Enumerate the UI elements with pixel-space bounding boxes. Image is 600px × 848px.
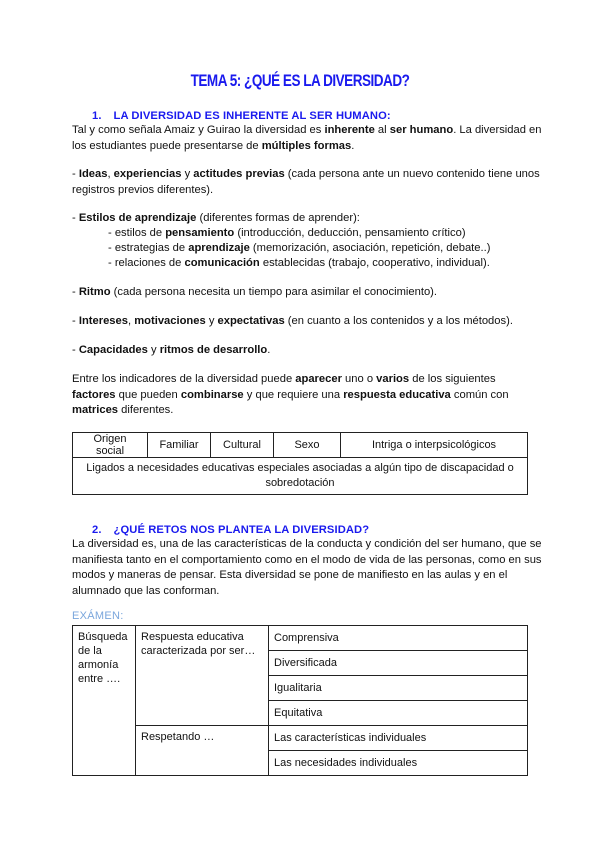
- exam-label: EXÁMEN:: [72, 610, 124, 622]
- retos-paragraph: La diversidad es, una de las características de la conducta y condición del ser humano, que se manifiesta tanto en el comportamiento como en el modo de vida de las personas, como en sus modos y maneras de pensar. Esta diversidad se pone de manifiesto en las aulas y en el alumnado que las conforman.: [72, 538, 542, 598]
- table-cell: Búsqueda de la armonía entre ….: [73, 626, 136, 776]
- indicadores-paragraph: Entre los indicadores de la diversidad puede aparecer uno o varios de los siguientes factores que pueden combinarse y que requiere una respuesta educativa común con matrices diferentes.: [72, 373, 509, 416]
- estilos-sub-3: - relaciones de comunicación establecidas (trabajo, cooperativo, individual).: [108, 257, 490, 269]
- table-cell: Equitativa: [269, 701, 528, 726]
- section-2-number: 2.: [92, 524, 102, 536]
- exam-table: [72, 625, 528, 776]
- table-cell: Las características individuales: [269, 726, 528, 751]
- estilos-sub-1: - estilos de pensamiento (introducción, deducción, pensamiento crítico): [108, 227, 466, 239]
- table-cell: Respuesta educativa caracterizada por ser…: [136, 626, 269, 726]
- table-row: [73, 726, 528, 751]
- table-cell: Sexo: [274, 433, 341, 458]
- intereses-paragraph: - Intereses, motivaciones y expectativas (en cuanto a los contenidos y a los métodos).: [72, 315, 513, 327]
- table-cell: Ligados a necesidades educativas especiales asociadas a algún tipo de discapacidad o sobredotación: [73, 458, 528, 495]
- table-row: [73, 458, 528, 495]
- intro-paragraph: Tal y como señala Amaiz y Guirao la diversidad es inherente al ser humano. La diversidad en los estudiantes puede presentarse de múltiples formas.: [72, 124, 542, 152]
- factors-table: [72, 432, 528, 495]
- table-cell: Origen social: [73, 433, 148, 458]
- section-2-title: ¿QUÉ RETOS NOS PLANTEA LA DIVERSIDAD?: [113, 524, 370, 536]
- estilos-paragraph: - Estilos de aprendizaje (diferentes formas de aprender):: [72, 212, 360, 224]
- table-cell: Respetando …: [136, 726, 269, 776]
- page-title: TEMA 5: ¿QUÉ ES LA DIVERSIDAD?: [190, 72, 410, 90]
- estilos-sub-2: - estrategias de aprendizaje (memorización, asociación, repetición, debate..): [108, 242, 491, 254]
- table-cell: Diversificada: [269, 651, 528, 676]
- table-cell: Familiar: [148, 433, 211, 458]
- section-1-heading: [92, 110, 391, 122]
- table-cell: Cultural: [211, 433, 274, 458]
- section-2-heading: [92, 524, 369, 536]
- ideas-paragraph: - Ideas, experiencias y actitudes previas (cada persona ante un nuevo contenido tiene unos registros previos diferentes).: [72, 168, 540, 196]
- table-row: [73, 626, 528, 651]
- section-1-title: LA DIVERSIDAD ES INHERENTE AL SER HUMANO:: [113, 110, 391, 122]
- table-row: [73, 433, 528, 458]
- table-cell: Las necesidades individuales: [269, 751, 528, 776]
- table-cell: Comprensiva: [269, 626, 528, 651]
- section-1-number: 1.: [92, 110, 102, 122]
- table-cell: Igualitaria: [269, 676, 528, 701]
- capacidades-paragraph: - Capacidades y ritmos de desarrollo.: [72, 344, 271, 356]
- table-cell: Intriga o interpsicológicos: [341, 433, 528, 458]
- ritmo-paragraph: - Ritmo (cada persona necesita un tiempo para asimilar el conocimiento).: [72, 286, 438, 298]
